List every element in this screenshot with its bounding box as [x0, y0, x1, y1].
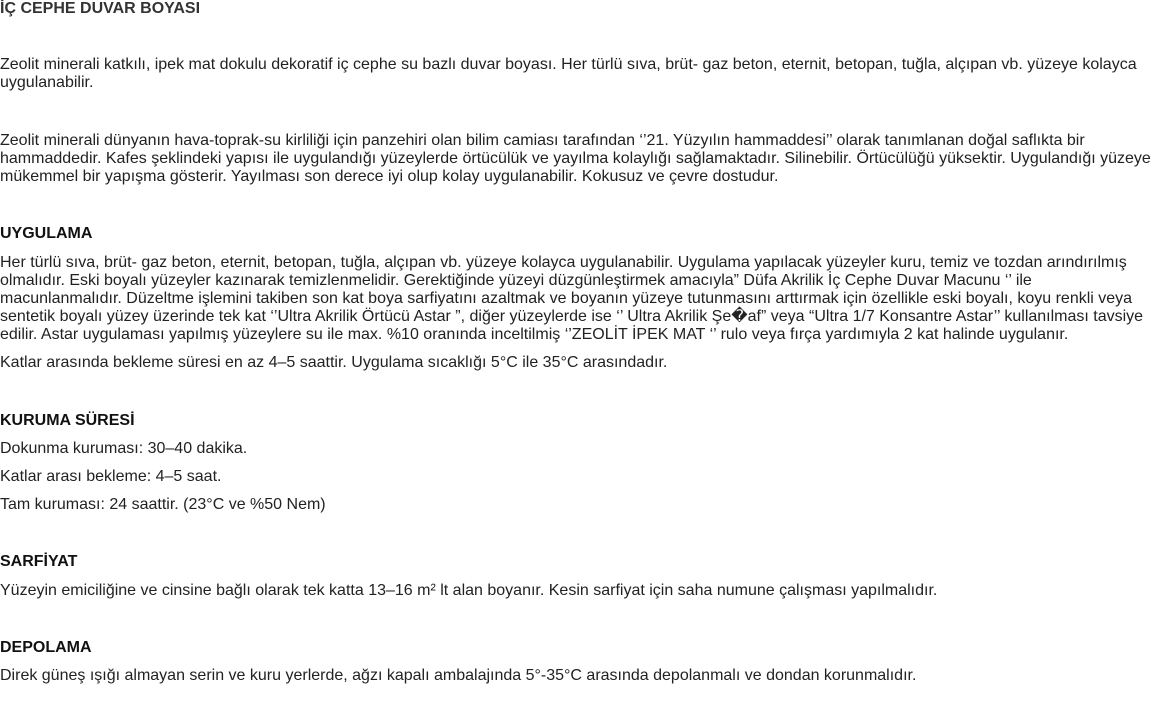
- spacer: [0, 92, 1152, 132]
- document-title: İÇ CEPHE DUVAR BOYASI: [0, 0, 201, 17]
- kuruma-line-3: Tam kuruması: 24 saattir. (23°C ve %50 Nem): [0, 496, 326, 513]
- spacer: [0, 344, 1152, 354]
- section-heading-kuruma: KURUMA SÜRESİ: [0, 412, 135, 429]
- depolama-text: Direk güneş ışığı almayan serin ve kuru yerlerde, ağzı kapalı ambalajında 5°-35°C arasında depolanmalı ve dondan korunmalıdır.: [0, 667, 917, 684]
- spacer: [0, 243, 1152, 254]
- spacer: [0, 486, 1152, 496]
- uygulama-paragraph-2: Katlar arasında bekleme süresi en az 4–5 saattir. Uygulama sıcaklığı 5°C ile 35°C arasındadır.: [0, 354, 668, 371]
- spacer: [0, 458, 1152, 468]
- spacer: [0, 372, 1152, 412]
- spacer: [0, 186, 1152, 225]
- kuruma-line-2: Katlar arası bekleme: 4–5 saat.: [0, 468, 222, 485]
- section-heading-sarfiyat: SARFİYAT: [0, 553, 78, 570]
- uygulama-paragraph-1: Her türlü sıva, brüt- gaz beton, eternit, betopan, tuğla, alçıpan vb. yüzeye kolayca uygulanabilir. Uygulama yapılacak yüzeyler kuru, temiz ve tozdan arındırılmış olmalıdır. Eski boyalı yüzeyler kazınarak temizlenmelidir. Gerektiğinde yüzeyi düzgünleştirmek amacıyla” Düfa Akrilik İç Cephe Duvar Macunu ‘’ ile macunlanmalıdır. Düzeltme işlemini takiben son kat boya sarfiyatını azaltmak ve boyanın yüzeye tutunmasını arttırmak için özellikle eski boyalı, koyu renkli veya sentetik boyalı yüzey üzerinde tek kat ‘’Ultra Akrilik Örtücü Astar ”, diğer yüzeylerde ise ‘’ Ultra Akrilik Şe�af” veya “Ultra 1/7 Konsantre Astar’’ kullanılması tavsiye edilir. Astar uygulaması yapılmış yüzeylere su ile max. %10 oranında inceltilmiş ‘’ZEOLİT İPEK MAT ‘’ rulo veya fırça yardımıyla 2 kat halinde uygulanır.: [0, 254, 1144, 343]
- spacer: [0, 600, 1152, 639]
- kuruma-line-1: Dokunma kuruması: 30–40 dakika.: [0, 440, 248, 457]
- intro-paragraph-2: Zeolit minerali dünyanın hava-toprak-su kirliliği için panzehiri olan bilim camiası tarafından ‘’21. Yüzyılın hammaddesi’’ olarak tanımlanan doğal saflıkta bir hammaddedir. Kafes şeklindeki yapısı ile uygulandığı yüzeylerde örtücülük ve yayılma kolaylığı sağlamaktadır. Silinebilir. Örtücülüğü yüksektir. Uygulandığı yüzeye mükemmel bir yapışma gösterir. Yayılması son derece iyi olup kolay uygulanabilir. Kokusuz ve çevre dostudur.: [0, 132, 1151, 185]
- spacer: [0, 18, 1152, 56]
- spacer: [0, 571, 1152, 582]
- section-heading-depolama: DEPOLAMA: [0, 639, 92, 656]
- intro-paragraph-1: Zeolit minerali katkılı, ipek mat dokulu dekoratif iç cephe su bazlı duvar boyası. Her türlü sıva, brüt- gaz beton, eternit, betopan, tuğla, alçıpan vb. yüzeye kolayca uygulanabilir.: [0, 56, 1137, 91]
- spacer: [0, 514, 1152, 553]
- sarfiyat-text: Yüzeyin emiciliğine ve cinsine bağlı olarak tek katta 13–16 m² lt alan boyanır. Kesin sarfiyat için saha numune çalışması yapılmalıdır.: [0, 582, 938, 599]
- spacer: [0, 430, 1152, 440]
- section-heading-uygulama: UYGULAMA: [0, 225, 93, 242]
- spacer: [0, 657, 1152, 667]
